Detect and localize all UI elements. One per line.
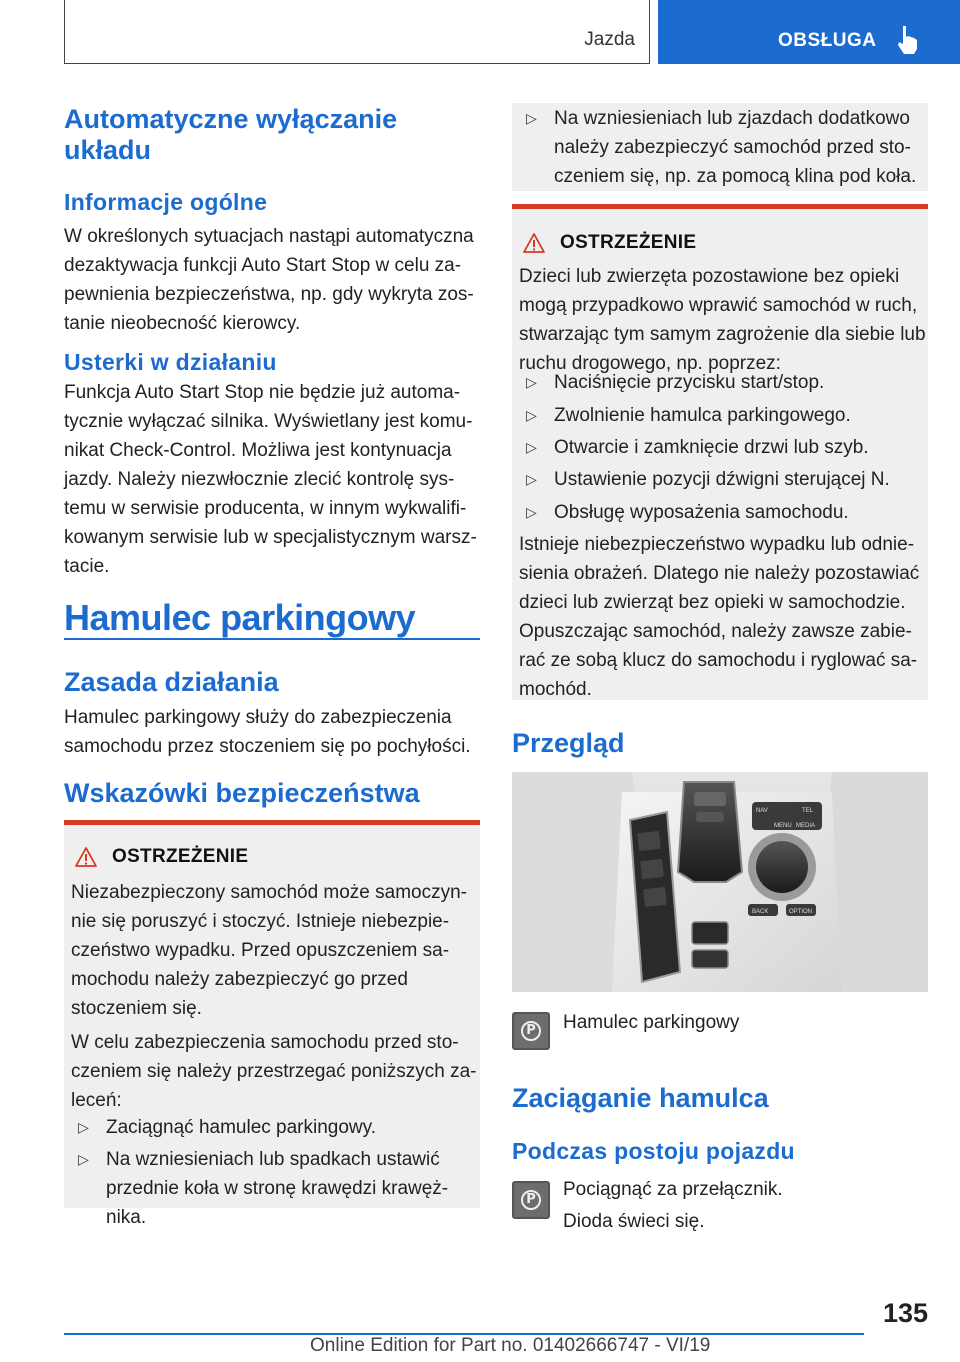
warning-paragraph-1 xyxy=(71,878,467,1023)
text-line: Hamulec parkingowy służy do zabezpieczenia xyxy=(64,707,452,728)
text-line: tycznie wyłączać silnika. Wyświetlany jest komu- xyxy=(64,411,473,432)
bullet-item xyxy=(78,1145,474,1232)
text-line: czeństwo wypadku. Przed opuszczeniem sa- xyxy=(71,940,450,961)
heading-wskazowki: Wskazówki bezpieczeństwa xyxy=(64,778,420,808)
heading-przeglad: Przegląd xyxy=(512,728,625,758)
text-line: ruchu drogowego, np. poprzez: xyxy=(519,353,781,374)
text-line: Istnieje niebezpieczeństwo wypadku lub odnie- xyxy=(519,534,915,555)
photo-label-media: MEDIA xyxy=(796,823,816,829)
photo-label-menu: MENU xyxy=(774,823,792,829)
bullet-item xyxy=(526,498,922,527)
text-line: mochód. xyxy=(519,679,592,700)
photo-label-option: OPTION xyxy=(789,909,813,915)
bullet-continuation-box xyxy=(512,103,928,191)
text-line: nikat Check-Control. Możliwa jest kontynuacja xyxy=(64,440,452,461)
text-line: rać ze sobą klucz do samochodu i ryglować sa- xyxy=(519,650,918,671)
bullet-triangle-icon: ▷ xyxy=(78,1151,89,1167)
console-illustration xyxy=(512,772,928,992)
photo-label-nav: NAV xyxy=(756,808,768,814)
bullet-item xyxy=(526,368,922,397)
text-line: samochodu przez stoczeniem się po pochyłości. xyxy=(64,736,471,757)
bullet-item xyxy=(526,104,922,191)
bullet-triangle-icon: ▷ xyxy=(526,439,537,455)
text-line: tanie nieobecność kierowcy. xyxy=(64,313,301,334)
warning-bar xyxy=(64,820,480,825)
text-line: stwarzając tym samym zagrożenie dla siebie lub xyxy=(519,324,926,345)
console-photo xyxy=(512,772,928,992)
warning-triangle-icon xyxy=(522,232,546,254)
text-line: Otwarcie i zamknięcie drzwi lub szyb. xyxy=(554,437,869,458)
text-line: jazdy. Należy niezwłocznie zlecić kontrolę sys- xyxy=(64,469,455,490)
text-line: temu w serwisie producenta, w innym wykwalifi- xyxy=(64,498,467,519)
bullet-triangle-icon: ▷ xyxy=(78,1119,89,1135)
bullet-triangle-icon: ▷ xyxy=(526,374,537,390)
text-line: kowanym serwisie lub w specjalistycznym warsz- xyxy=(64,527,477,548)
heading-zasada: Zasada działania xyxy=(64,667,279,697)
warning-triangle-icon xyxy=(74,846,98,868)
heading-info: Informacje ogólne xyxy=(64,189,268,215)
warning-box-right xyxy=(512,204,928,700)
bullet-triangle-icon: ▷ xyxy=(526,110,537,126)
text-line: Naciśnięcie przycisku start/stop. xyxy=(554,372,825,393)
title-rule xyxy=(64,638,480,640)
text-line: stoczeniem się. xyxy=(71,998,202,1019)
text-line: należy zabezpieczyć samochód przed sto- xyxy=(554,137,911,158)
text-line: pewnienia bezpieczeństwa, np. gdy wykryta zos- xyxy=(64,284,474,305)
paragraph-usterki xyxy=(64,378,477,581)
text-line: nika. xyxy=(106,1207,147,1228)
bullet-item xyxy=(526,401,922,430)
heading-zaciaganie: Zaciąganie hamulca xyxy=(512,1083,769,1113)
heading-line: układu xyxy=(64,135,152,165)
text-line: czeniem się należy przestrzegać poniższych za- xyxy=(71,1061,477,1082)
bullet-item xyxy=(78,1113,474,1142)
text-line: W celu zabezpieczenia samochodu przed sto- xyxy=(71,1032,459,1053)
footer-edition: Online Edition for Part no. 01402666747 - VI/19 xyxy=(310,1335,711,1356)
bullet-triangle-icon: ▷ xyxy=(526,471,537,487)
heading-line: Automatyczne wyłączanie xyxy=(64,104,398,134)
text-line: sienia obrażeń. Dlatego nie należy pozostawiać xyxy=(519,563,920,584)
header-section-box xyxy=(64,0,650,64)
warning-box-left xyxy=(64,820,480,1228)
bullet-triangle-icon: ▷ xyxy=(526,504,537,520)
warning-title: OSTRZEŻENIE xyxy=(560,232,697,253)
paragraph-info xyxy=(64,222,474,338)
paragraph-zasada xyxy=(64,703,471,761)
text-line: Opuszczając samochód, należy zawsze zabie- xyxy=(519,621,912,642)
bullet-item xyxy=(526,433,922,462)
step-led-on: Dioda świeci się. xyxy=(563,1211,705,1232)
text-line: Ustawienie pozycji dźwigni sterującej N. xyxy=(554,469,890,490)
text-line: Dzieci lub zwierzęta pozostawione bez opieki xyxy=(519,266,900,287)
text-line: leceń: xyxy=(71,1090,122,1111)
text-line: Na wzniesieniach lub spadkach ustawić xyxy=(106,1149,440,1170)
warning-header xyxy=(74,846,248,868)
parking-brake-icon xyxy=(512,1012,550,1050)
step-pull-switch: Pociągnąć za przełącznik. xyxy=(563,1179,783,1200)
text-line: dezaktywacja funkcji Auto Start Stop w celu za- xyxy=(64,255,462,276)
bullet-item xyxy=(526,465,922,494)
page-number: 135 xyxy=(882,1298,928,1328)
header-tab-obsluga[interactable] xyxy=(658,0,960,64)
warning-bar xyxy=(512,204,928,209)
parking-brake-icon-letter: P xyxy=(526,1023,536,1038)
heading-postoj: Podczas postoju pojazdu xyxy=(512,1138,795,1164)
heading-auto-off xyxy=(64,104,397,166)
heading-usterki: Usterki w działaniu xyxy=(64,349,277,375)
text-line: mochodu należy zabezpieczyć go przed xyxy=(71,969,408,990)
text-line: Niezabezpieczony samochód może samoczyn- xyxy=(71,882,468,903)
title-hamulec-parkingowy: Hamulec parkingowy xyxy=(64,597,416,638)
pointing-hand-icon xyxy=(895,24,921,56)
text-line: czeniem się, np. za pomocą klina pod koła. xyxy=(554,166,917,187)
bullet-triangle-icon: ▷ xyxy=(526,407,537,423)
photo-label-back: BACK xyxy=(752,909,769,915)
text-line: dzieci lub zwierząt bez opieki w samochodzie. xyxy=(519,592,906,613)
text-line: nie się poruszyć i stoczyć. Istnieje niebezpie- xyxy=(71,911,450,932)
icon-caption: Hamulec parkingowy xyxy=(563,1012,740,1033)
text-line: Obsługę wyposażenia samochodu. xyxy=(554,502,849,523)
warning-header xyxy=(522,232,696,254)
text-line: tacie. xyxy=(64,556,110,577)
header-tab-label: OBSŁUGA xyxy=(778,30,877,51)
parking-brake-icon-letter: P xyxy=(526,1192,536,1207)
photo-label-tel: TEL xyxy=(802,808,814,814)
text-line: Funkcja Auto Start Stop nie będzie już automa- xyxy=(64,382,461,403)
text-line: Na wzniesieniach lub zjazdach dodatkowo xyxy=(554,108,910,129)
warning-paragraph-2 xyxy=(519,530,919,704)
parking-brake-icon xyxy=(512,1181,550,1219)
text-line: mogą przypadkowo wprawić samochód w ruch, xyxy=(519,295,918,316)
warning-paragraph-1 xyxy=(519,262,926,378)
header-section-label: Jazda xyxy=(584,29,635,50)
text-line: przednie koła w stronę krawędzi krawęż- xyxy=(106,1178,449,1199)
text-line: Zwolnienie hamulca parkingowego. xyxy=(554,405,851,426)
warning-title: OSTRZEŻENIE xyxy=(112,846,249,867)
warning-paragraph-2 xyxy=(71,1028,477,1115)
text-line: W określonych sytuacjach nastąpi automatyczna xyxy=(64,226,474,247)
text-line: Zaciągnąć hamulec parkingowy. xyxy=(106,1117,377,1138)
